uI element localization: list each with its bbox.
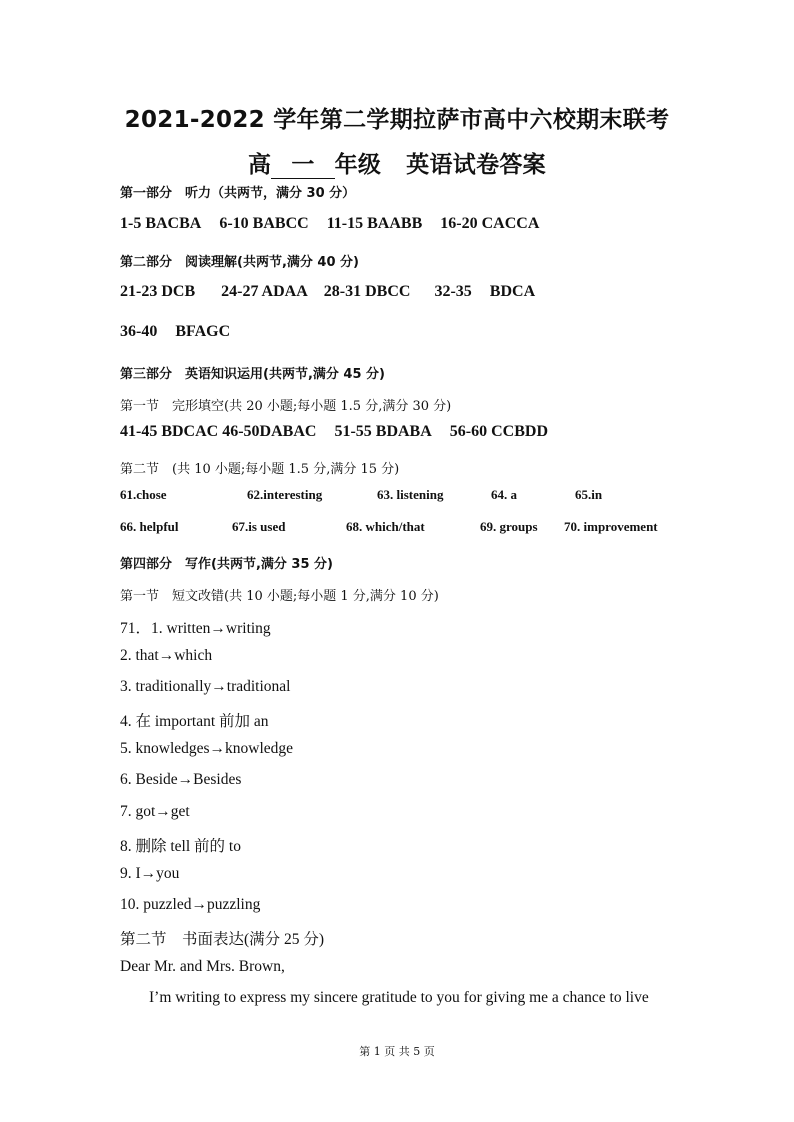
part2-answers-row2 [120, 323, 230, 341]
correction-item: 5. knowledges→knowledge [120, 740, 294, 757]
answer-group: BFAGC [175, 323, 231, 340]
correction-item: 9. I→you [120, 865, 180, 882]
correction-item: 7. got→get [120, 803, 190, 820]
blank-answer: 70. improvement [564, 519, 658, 534]
correction-item: 8. 删除 tell 前的 to [120, 838, 241, 855]
answer-group: 1-5 BACBA [120, 215, 202, 232]
part3-heading: 第三部分 英语知识运用(共两节,满分 45 分) [120, 367, 385, 382]
blank-answer: 65.in [575, 487, 603, 502]
answer-group: 36-40 [120, 323, 158, 340]
grade-blank: 一 [271, 152, 334, 179]
part2-heading: 第二部分 阅读理解(共两节,满分 40 分) [120, 255, 359, 270]
part2-answers-row1 [120, 283, 535, 301]
part3-section1-answers [120, 423, 548, 441]
answer-group: 24-27 ADAA [221, 283, 308, 300]
blank-answer: 66. helpful [120, 519, 179, 534]
grade-suffix: 年级 [334, 152, 382, 178]
correction-item: 4. 在 important 前加 an [120, 713, 269, 730]
answer-group: BDCA [489, 283, 536, 300]
correction-item: 71．1. written→writing [120, 620, 271, 637]
answer-group: 51-55 BDABA [334, 423, 432, 440]
blank-answer: 64. a [491, 487, 517, 502]
answer-group: 6-10 BABCC [219, 215, 309, 232]
blank-answer: 67.is used [232, 519, 286, 534]
blank-answer: 68. which/that [346, 519, 425, 534]
answer-group: 32-35 [434, 283, 472, 300]
answer-group: 16-20 CACCA [440, 215, 540, 232]
letter-first-line: I’m writing to express my sincere gratitude to you for giving me a chance to live [149, 989, 649, 1006]
part3-section2-heading: 第二节 (共 10 小题;每小题 1.5 分,满分 15 分) [120, 462, 400, 477]
blank-answer: 69. groups [480, 519, 538, 534]
blank-answer: 61.chose [120, 487, 167, 502]
part1-heading: 第一部分 听力（共两节，满分 30 分） [120, 186, 356, 201]
page-footer: 第 1 页 共 5 页 [359, 1045, 435, 1058]
part4-section2-heading: 第二节 书面表达(满分 25 分) [120, 931, 325, 948]
answer-group: 56-60 CCBDD [449, 423, 548, 440]
exam-title: 2021-2022 学年第二学期拉萨市高中六校期末联考 [124, 107, 670, 133]
correction-item: 6. Beside→Besides [120, 771, 242, 788]
correction-item: 2. that→which [120, 647, 213, 664]
part3-section1-heading: 第一节 完形填空(共 20 小题;每小题 1.5 分,满分 30 分) [120, 399, 452, 414]
exam-subtitle [0, 146, 794, 179]
answer-group: 41-45 BDCAC 46-50DABAC [120, 423, 317, 440]
grade-prefix: 高 [248, 152, 272, 178]
subject-title: 英语试卷答案 [406, 152, 546, 178]
correction-item: 10. puzzled→puzzling [120, 896, 261, 913]
blank-answer: 63. listening [377, 487, 444, 502]
answer-group: 11-15 BAABB [326, 215, 423, 232]
part1-answers [120, 215, 539, 233]
letter-salutation: Dear Mr. and Mrs. Brown, [120, 958, 285, 975]
part4-section1-heading: 第一节 短文改错(共 10 小题;每小题 1 分,满分 10 分) [120, 589, 439, 604]
part4-heading: 第四部分 写作(共两节,满分 35 分) [120, 557, 333, 572]
correction-item: 3. traditionally→traditional [120, 678, 291, 695]
answer-group: 21-23 DCB [120, 283, 196, 300]
answer-group: 28-31 DBCC [323, 283, 411, 300]
blank-answer: 62.interesting [247, 487, 323, 502]
